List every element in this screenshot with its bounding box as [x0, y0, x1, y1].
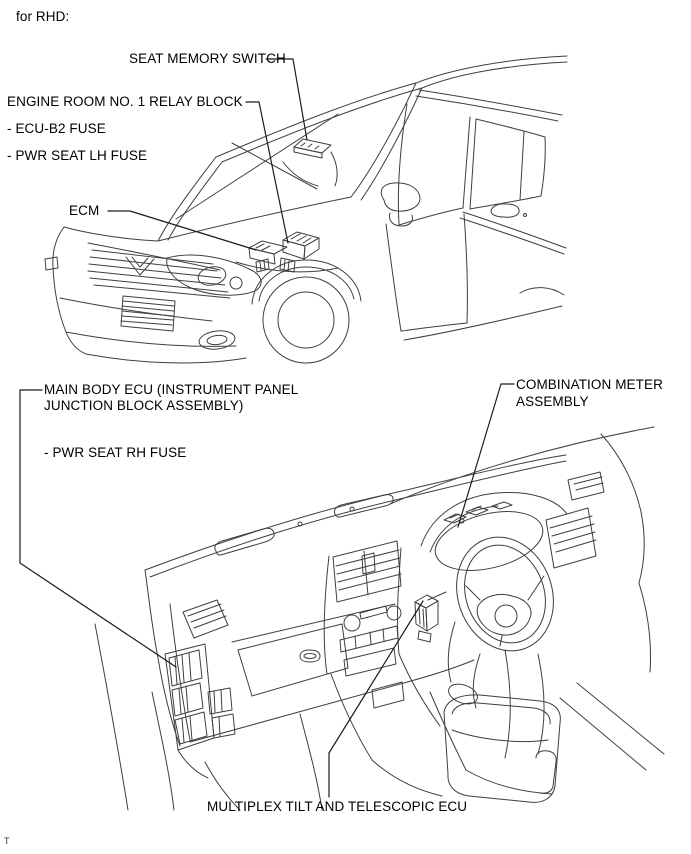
callout-pwr-seat-rh-fuse: - PWR SEAT RH FUSE	[44, 445, 187, 460]
callout-ecm: ECM	[69, 203, 100, 218]
instrument-panel-drawing	[95, 427, 664, 810]
center-console	[444, 695, 560, 802]
callout-combination-meter	[516, 376, 663, 410]
callout-leader-lines	[20, 59, 514, 797]
variant-note: for RHD:	[16, 9, 70, 24]
fog-lamp	[198, 329, 236, 351]
callout-multiplex-tilt-telescopic-ecu: MULTIPLEX TILT AND TELESCOPIC ECU	[207, 799, 468, 814]
callout-main-body-ecu-line1: MAIN BODY ECU (INSTRUMENT PANEL	[44, 382, 299, 397]
callout-pwr-seat-lh-fuse: - PWR SEAT LH FUSE	[7, 148, 148, 163]
callout-engine-room-relay-block: ENGINE ROOM NO. 1 RELAY BLOCK	[7, 94, 243, 109]
callout-combination-meter-line2: ASSEMBLY	[516, 394, 589, 409]
callout-combination-meter-line1: COMBINATION METER	[516, 377, 663, 392]
relay-block-part	[283, 232, 319, 259]
front-wheel	[252, 260, 361, 363]
callout-main-body-ecu-line2: JUNCTION BLOCK ASSEMBLY)	[44, 398, 244, 413]
front-grille	[88, 243, 230, 298]
junction-block-part	[165, 644, 235, 778]
leader-engine-room-relay-block	[246, 102, 288, 243]
ecm-part	[236, 241, 338, 272]
lower-grille	[121, 296, 175, 331]
combination-meter-part	[429, 501, 549, 580]
callout-ecu-b2-fuse: - ECU-B2 FUSE	[7, 121, 106, 136]
seat-memory-switch-part	[294, 139, 331, 158]
multiplex-ecu-part	[415, 595, 438, 642]
center-stack	[324, 541, 442, 796]
callout-main-body-ecu	[44, 382, 298, 414]
leader-combination-meter	[458, 384, 514, 527]
callout-seat-memory-switch: SEAT MEMORY SWITCH	[129, 51, 286, 66]
page-marker: T	[4, 836, 10, 846]
side-mirror	[381, 183, 420, 226]
